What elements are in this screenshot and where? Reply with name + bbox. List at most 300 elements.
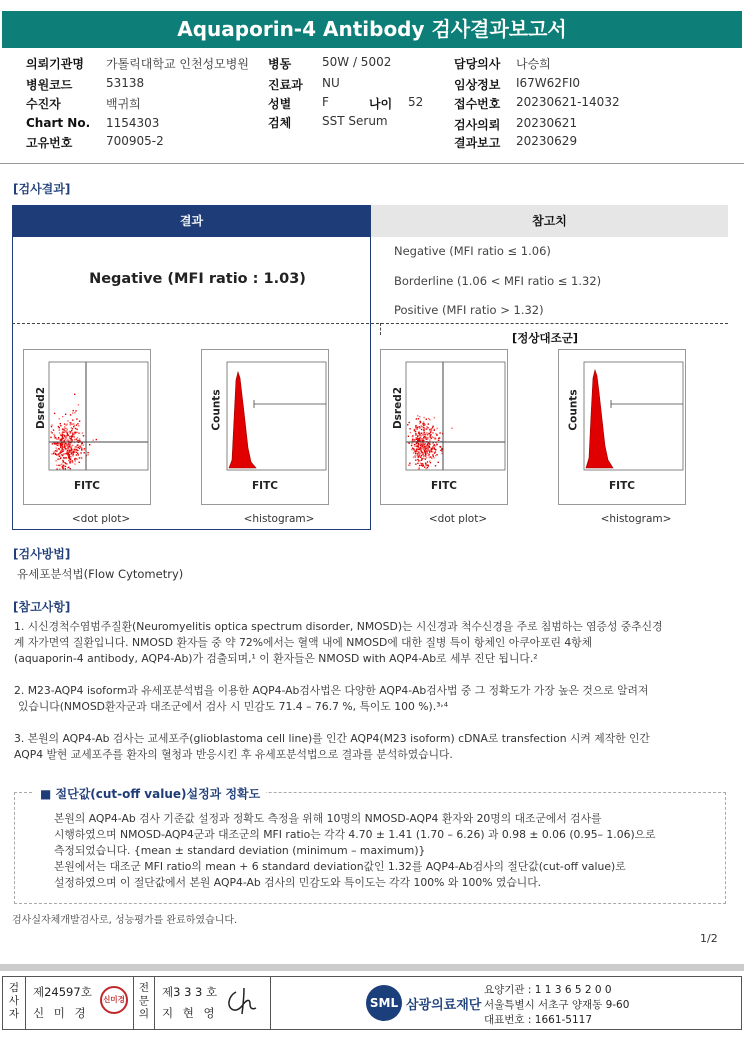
dot-point	[411, 449, 412, 450]
dot-point	[70, 446, 71, 447]
divider	[0, 163, 744, 164]
dot-point	[414, 430, 415, 431]
specimen-value: SST Serum	[322, 114, 388, 128]
dot-point	[66, 430, 67, 431]
dot-point	[419, 460, 420, 461]
dot-point	[62, 451, 63, 452]
dot-point	[63, 454, 64, 455]
dot-point	[434, 417, 435, 418]
dot-point	[76, 454, 77, 455]
dot-point	[409, 463, 410, 464]
dot-point	[430, 432, 431, 433]
dot-point	[426, 428, 427, 429]
control-label: [정상대조군]	[512, 331, 579, 345]
ward-value: 50W / 5002	[322, 55, 392, 69]
dot-point	[60, 458, 61, 459]
dot-point	[414, 446, 415, 447]
dot-point	[54, 413, 55, 414]
dot-point	[63, 450, 64, 451]
dot-point	[66, 425, 67, 426]
dot-point	[63, 468, 64, 469]
method-section-title: [검사방법]	[13, 547, 71, 561]
control-hist-caption: <histogram>	[600, 513, 672, 525]
dot-point	[73, 423, 74, 424]
dot-point	[415, 433, 416, 434]
dot-point	[74, 394, 75, 395]
dot-point	[414, 449, 415, 450]
dot-point	[65, 431, 66, 432]
dot-point	[56, 444, 57, 445]
dot-point	[417, 459, 418, 460]
dot-point	[422, 445, 423, 446]
dot-point	[418, 443, 419, 444]
dot-point	[79, 457, 80, 458]
dot-point	[60, 423, 61, 424]
age-label: 나이	[369, 97, 393, 111]
dot-point	[429, 447, 430, 448]
dot-point	[63, 461, 64, 462]
dot-point	[59, 427, 60, 428]
dot-point	[427, 453, 428, 454]
hospital-code-value: 53138	[106, 76, 145, 90]
dot-point	[435, 445, 436, 446]
specialist-label: 전문의	[138, 982, 150, 1020]
dot-point	[71, 451, 72, 452]
dot-point	[72, 434, 73, 435]
hospital-code-label: 병원코드	[26, 78, 73, 92]
dot-point	[72, 460, 73, 461]
dot-point	[422, 440, 423, 441]
dot-point	[430, 436, 431, 437]
receipt-label: 접수번호	[454, 97, 501, 111]
dot-point	[430, 456, 431, 457]
dot-point	[415, 437, 416, 438]
dot-point	[69, 444, 70, 445]
dot-point	[59, 456, 60, 457]
dot-point	[56, 468, 57, 469]
dot-point	[432, 427, 433, 428]
dot-point	[83, 444, 84, 445]
dot-point	[412, 448, 413, 449]
dot-point	[409, 428, 410, 429]
dot-point	[62, 449, 63, 450]
dot-point	[427, 461, 428, 462]
dot-point	[51, 424, 52, 425]
dot-point	[421, 433, 422, 434]
dot-point	[76, 418, 77, 419]
dot-point	[415, 455, 416, 456]
hist-xlabel: FITC	[252, 480, 278, 492]
dot-point	[434, 448, 435, 449]
dot-point	[77, 459, 78, 460]
dot-point	[65, 435, 66, 436]
footer-divider	[133, 976, 134, 1030]
dot-point	[67, 433, 68, 434]
dot-point	[59, 432, 60, 433]
validation-note: 검사실자체개발검사로, 성능평가를 완료하였습니다.	[12, 915, 238, 926]
dot-point	[421, 425, 422, 426]
dot-point	[418, 440, 419, 441]
dot-point	[418, 448, 419, 449]
dot-point	[61, 452, 62, 453]
specialist-no: 제3 3 3 호	[162, 985, 218, 999]
dot-point	[64, 446, 65, 447]
report-value: 20230629	[516, 134, 578, 148]
dot-point	[60, 445, 61, 446]
dot-point	[73, 426, 74, 427]
dot-point	[69, 436, 70, 437]
dot-point	[415, 425, 416, 426]
dot-point	[428, 418, 429, 419]
dot-point	[426, 426, 427, 427]
control-hist-xlabel: FITC	[609, 480, 635, 492]
cutoff-title: ■ 절단값(cut-off value)설정과 정확도	[34, 785, 266, 802]
chart-no-label: Chart No.	[26, 116, 91, 130]
dot-point	[62, 444, 63, 445]
dot-point	[64, 443, 65, 444]
result-header: 결과	[12, 205, 371, 237]
dot-caption: <dot plot>	[71, 513, 131, 525]
dot-point	[75, 428, 76, 429]
institution-value: 가톨릭대학교 인천성모병원	[106, 57, 249, 71]
dot-point	[422, 463, 423, 464]
dot-point	[418, 451, 419, 452]
dot-point	[430, 450, 431, 451]
dot-point	[436, 428, 437, 429]
dot-point	[418, 446, 419, 447]
dot-point	[436, 434, 437, 435]
dot-point	[424, 428, 425, 429]
dot-point	[79, 448, 80, 449]
dot-point	[76, 439, 77, 440]
dot-point	[417, 451, 418, 452]
dot-point	[418, 456, 419, 457]
dot-point	[58, 453, 59, 454]
dot-point	[68, 443, 69, 444]
dot-point	[433, 445, 434, 446]
dot-point	[426, 468, 427, 469]
dot-point	[50, 437, 51, 438]
receipt-value: 20230621-14032	[516, 95, 620, 109]
dot-point	[419, 465, 420, 466]
footer-divider	[154, 976, 155, 1030]
control-dot-xlabel: FITC	[431, 480, 457, 492]
note-3-line-2: AQP4 발현 교세포주를 환자의 혈청과 반응시킨 후 유세포분석법으로 결과를 분석하였습니다.	[14, 748, 453, 761]
dot-point	[426, 419, 427, 420]
dot-point	[422, 438, 423, 439]
dot-point	[59, 468, 60, 469]
unique-no-value: 700905-2	[106, 134, 164, 148]
dot-point	[59, 418, 60, 419]
dot-point	[71, 439, 72, 440]
tester-no: 제24597호	[33, 985, 92, 999]
dot-point	[65, 466, 66, 467]
footer-rule	[0, 964, 744, 971]
dot-point	[430, 462, 431, 463]
dot-point	[55, 453, 56, 454]
dot-point	[51, 453, 52, 454]
dot-point	[65, 448, 66, 449]
dot-point	[76, 424, 77, 425]
dot-point	[420, 453, 421, 454]
dot-point	[70, 458, 71, 459]
dot-point	[81, 443, 82, 444]
tester-label: 검사자	[8, 982, 20, 1020]
dot-point	[70, 468, 71, 469]
dot-point	[420, 445, 421, 446]
dot-point	[52, 443, 53, 444]
dot-point	[67, 439, 68, 440]
dot-point	[431, 438, 432, 439]
dot-point	[425, 438, 426, 439]
specialist-signature	[222, 984, 258, 1018]
dot-point	[430, 435, 431, 436]
dot-point	[415, 444, 416, 445]
dot-point	[81, 457, 82, 458]
footer-divider	[270, 976, 271, 1030]
chart-no-value: 1154303	[106, 116, 160, 130]
org-logo: SML	[366, 985, 402, 1021]
dot-point	[439, 437, 440, 438]
phone: 대표번호 : 1661-5117	[484, 1014, 593, 1026]
dot-point	[56, 447, 57, 448]
dot-point	[72, 424, 73, 425]
footer-divider	[25, 976, 26, 1030]
dot-point	[426, 457, 427, 458]
dot-point	[78, 454, 79, 455]
dot-point	[67, 420, 68, 421]
dot-point	[73, 410, 74, 411]
dot-point	[429, 439, 430, 440]
dot-point	[77, 445, 78, 446]
dot-point	[423, 432, 424, 433]
dot-point	[428, 453, 429, 454]
dot-point	[423, 458, 424, 459]
dot-point	[417, 455, 418, 456]
dot-point	[54, 436, 55, 437]
dot-point	[410, 432, 411, 433]
note-1-line-3: (aquaporin-4 antibody, AQP4-Ab)가 검출되며,¹ 이 환자들은 NMOSD with AQP4-Ab로 세부 진단 됩니다.²	[14, 652, 538, 665]
doctor-label: 담당의사	[454, 57, 501, 71]
dot-point	[63, 465, 64, 466]
dot-point	[59, 454, 60, 455]
dot-point	[58, 465, 59, 466]
dot-point	[76, 429, 77, 430]
reference-header: 참고치	[371, 205, 728, 237]
dot-point	[432, 426, 433, 427]
dot-point	[70, 424, 71, 425]
dot-point	[53, 434, 54, 435]
dot-point	[73, 454, 74, 455]
dot-point	[89, 444, 90, 445]
dot-point	[73, 452, 74, 453]
results-section-title: [검사결과]	[13, 182, 71, 196]
dot-point	[55, 450, 56, 451]
dot-point	[420, 422, 421, 423]
dot-point	[54, 443, 55, 444]
dot-point	[425, 465, 426, 466]
dot-point	[415, 428, 416, 429]
clinical-value: I67W62FI0	[516, 76, 581, 90]
dot-point	[51, 431, 52, 432]
dot-point	[55, 460, 56, 461]
request-value: 20230621	[516, 116, 578, 130]
note-2-line-2: 있습니다(NMOSD환자군과 대조군에서 검사 시 민감도 71.4 – 76.7 %, 특이도 100 %).³˒⁴	[18, 700, 449, 713]
dot-point	[423, 421, 424, 422]
dot-point	[426, 451, 427, 452]
note-1-line-1: 1. 시신경척수염범주질환(Neuromyelitis optica spectrum disorder, NMOSD)는 시신경과 척수신경을 주로 침범하는 염증성 중추신경	[14, 620, 663, 633]
dot-point	[441, 449, 442, 450]
dot-point	[423, 427, 424, 428]
dot-point	[57, 459, 58, 460]
dot-point	[62, 446, 63, 447]
dot-point	[432, 436, 433, 437]
report-title: Aquaporin-4 Antibody 검사결과보고서	[2, 11, 742, 48]
dept-value: NU	[322, 76, 340, 90]
dot-point	[81, 448, 82, 449]
dot-point	[431, 458, 432, 459]
dot-point	[56, 465, 57, 466]
report-label: 결과보고	[454, 136, 501, 150]
dot-point	[72, 412, 73, 413]
dot-point	[71, 430, 72, 431]
dot-point	[433, 447, 434, 448]
cutoff-body	[54, 811, 714, 891]
dot-point	[420, 457, 421, 458]
result-value: Negative (MFI ratio : 1.03)	[89, 271, 306, 287]
dot-point	[71, 427, 72, 428]
dot-point	[65, 468, 66, 469]
dot-point	[77, 453, 78, 454]
dot-point	[70, 438, 71, 439]
dot-point	[436, 444, 437, 445]
dot-point	[77, 450, 78, 451]
dot-point	[415, 434, 416, 435]
dot-point	[70, 422, 71, 423]
dot-point	[60, 425, 61, 426]
dot-point	[422, 458, 423, 459]
dot-point	[414, 444, 415, 445]
dot-point	[96, 439, 97, 440]
dot-point	[64, 435, 65, 436]
dot-point	[64, 429, 65, 430]
dot-point	[424, 434, 425, 435]
dot-point	[79, 462, 80, 463]
dot-point	[59, 448, 60, 449]
dot-point	[419, 416, 420, 417]
reference-borderline: Borderline (1.06 < MFI ratio ≤ 1.32)	[394, 274, 602, 288]
dot-point	[61, 438, 62, 439]
dot-point	[420, 463, 421, 464]
dot-point	[78, 432, 79, 433]
dot-point	[64, 426, 65, 427]
dot-point	[407, 424, 408, 425]
dot-point	[59, 429, 60, 430]
dot-point	[422, 453, 423, 454]
dot-point	[434, 438, 435, 439]
dot-point	[83, 435, 84, 436]
dot-point	[87, 454, 88, 455]
dot-point	[74, 432, 75, 433]
dot-point	[61, 454, 62, 455]
dot-point	[53, 451, 54, 452]
note-1-line-2: 계 자가면역 질환입니다. NMOSD 환자들 중 약 72%에서는 혈액 내에 NMOSD에 대한 질병 특이 항체인 아쿠아포린 4항체	[14, 636, 593, 649]
dot-point	[433, 457, 434, 458]
institution-label: 의뢰기관명	[26, 57, 84, 71]
dot-point	[415, 426, 416, 427]
dot-point	[63, 432, 64, 433]
dot-point	[412, 436, 413, 437]
dot-point	[71, 453, 72, 454]
dot-point	[81, 444, 82, 445]
dot-point	[408, 436, 409, 437]
dot-point	[78, 425, 79, 426]
control-histogram	[558, 349, 686, 505]
dot-point	[425, 459, 426, 460]
dot-point	[59, 453, 60, 454]
dot-point	[63, 457, 64, 458]
dot-point	[74, 425, 75, 426]
dot-point	[425, 463, 426, 464]
dot-point	[416, 418, 417, 419]
dot-point	[74, 450, 75, 451]
dot-point	[417, 438, 418, 439]
dot-point	[438, 440, 439, 441]
dot-point	[64, 439, 65, 440]
dot-point	[425, 454, 426, 455]
control-dot-caption: <dot plot>	[428, 513, 488, 525]
dot-point	[408, 443, 409, 444]
patient-label: 수진자	[26, 97, 61, 111]
dot-ylabel: Dsred2	[35, 386, 48, 430]
dot-point	[417, 453, 418, 454]
dot-point	[84, 452, 85, 453]
dot-point	[425, 455, 426, 456]
dot-point	[72, 419, 73, 420]
dot-point	[428, 448, 429, 449]
patient-value: 백귀희	[106, 97, 141, 111]
dot-point	[429, 451, 430, 452]
dot-point	[416, 446, 417, 447]
dot-point	[415, 453, 416, 454]
dot-point	[77, 437, 78, 438]
dot-point	[75, 460, 76, 461]
dot-point	[409, 422, 410, 423]
dot-point	[419, 435, 420, 436]
dot-point	[419, 438, 420, 439]
dot-point	[419, 467, 420, 468]
dot-point	[79, 438, 80, 439]
dot-point	[424, 446, 425, 447]
dot-point	[438, 462, 439, 463]
dot-point	[419, 423, 420, 424]
dot-point	[425, 447, 426, 448]
dot-point	[435, 449, 436, 450]
dot-point	[60, 465, 61, 466]
dot-point	[71, 448, 72, 449]
dot-point	[53, 429, 54, 430]
dot-point	[422, 443, 423, 444]
dot-point	[72, 445, 73, 446]
dot-point	[436, 454, 437, 455]
tester-name: 신 미 경	[33, 1006, 89, 1020]
dot-point	[64, 453, 65, 454]
request-label: 검사의뢰	[454, 118, 501, 132]
dot-point	[69, 456, 70, 457]
org-name: 삼광의료재단	[406, 998, 482, 1013]
dot-point	[421, 465, 422, 466]
address: 서울특별시 서초구 양재동 9-60	[484, 999, 630, 1011]
